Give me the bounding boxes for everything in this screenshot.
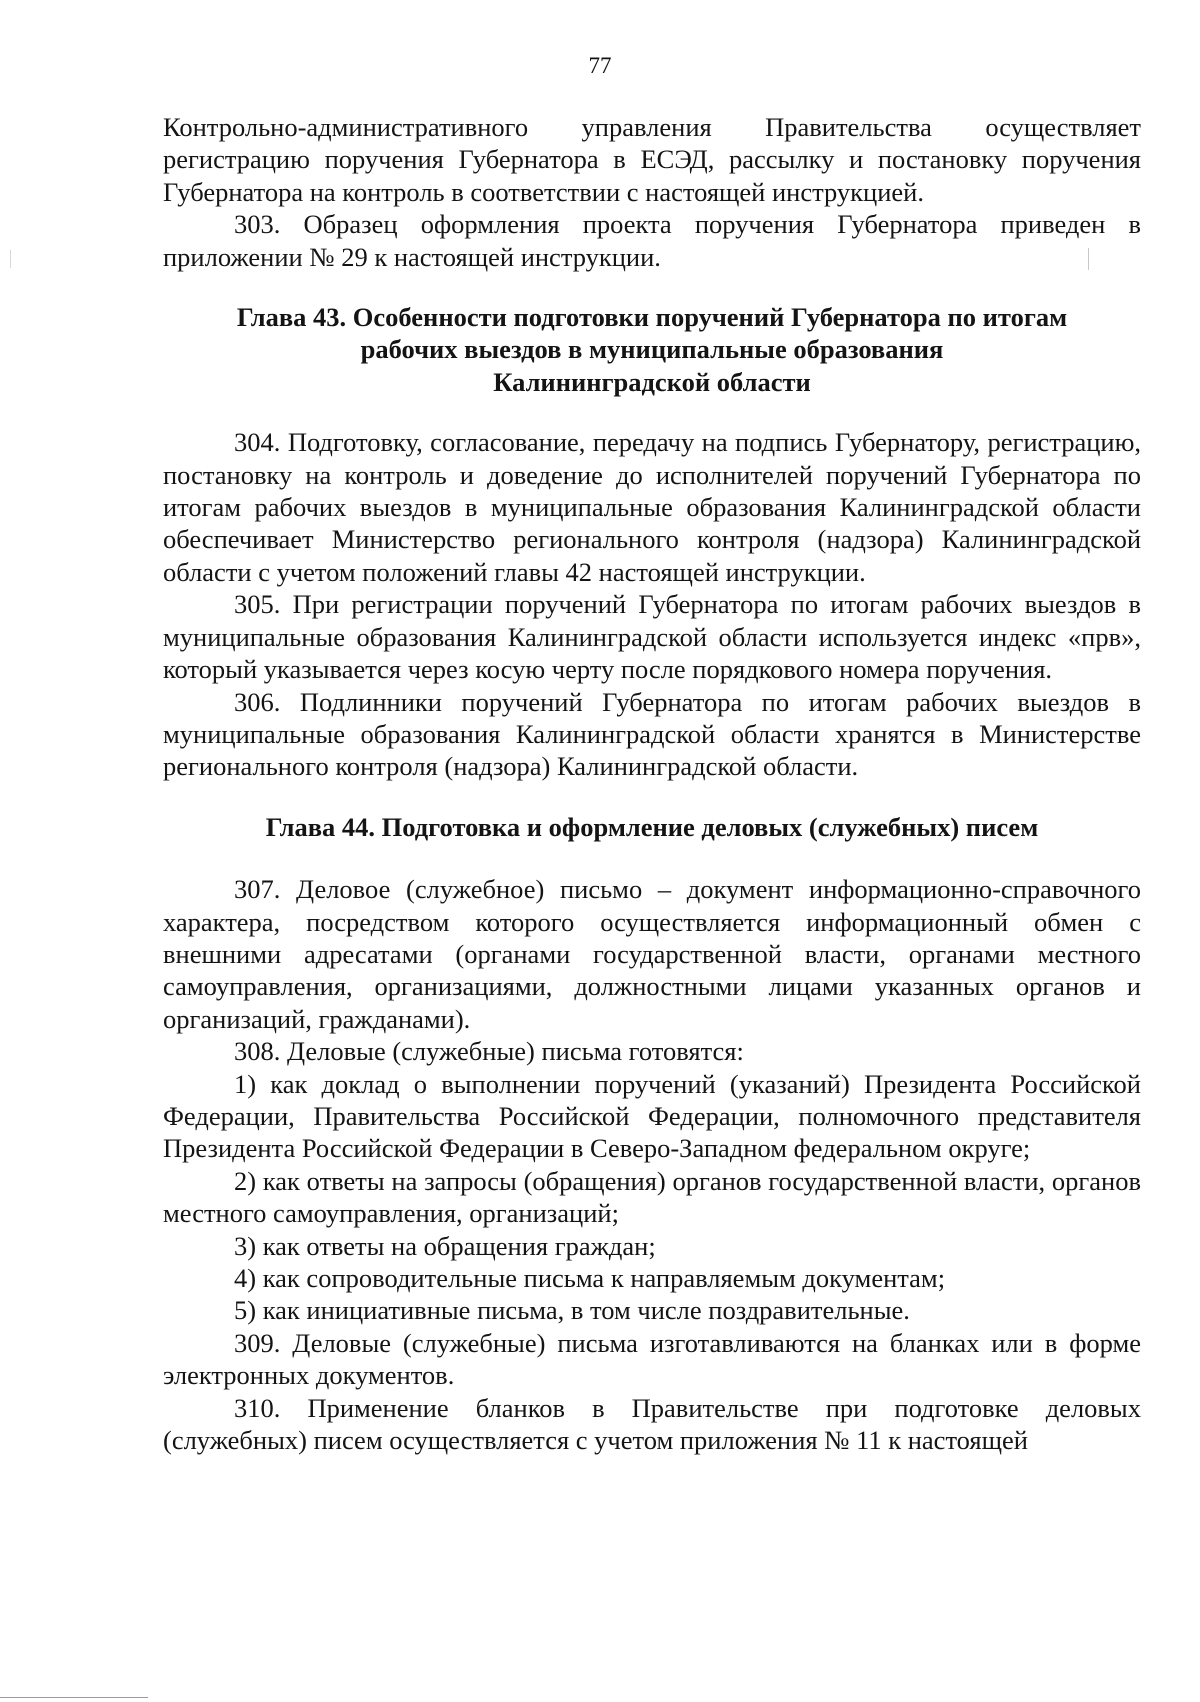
list-item-308-1: 1) как доклад о выполнении поручений (указаний) Президента Российской Федерации, Правительства Российской Федерации, полномочного представителя Президента Российской Федерации в Северо-Западном федеральном округе; — [163, 1068, 1141, 1164]
scan-artifact-left — [10, 250, 11, 268]
document-body — [163, 111, 1141, 1456]
chapter-44-heading: Глава 44. Подготовка и оформление деловых (служебных) писем — [265, 811, 1039, 842]
paragraph-303: 303. Образец оформления проекта поручения Губернатора приведен в приложении № 29 к настоящей инструкции. — [163, 209, 1141, 272]
chapter-43-heading-line-1: Глава 43. Особенности подготовки поручений Губернатора по итогам — [236, 302, 1068, 333]
list-item-308-2: 2) как ответы на запросы (обращения) органов государственной власти, органов местного самоуправления, организаций; — [163, 1165, 1141, 1229]
list-item-308-3: 3) как ответы на обращения граждан; — [234, 1230, 656, 1261]
chapter-43-heading-line-2: рабочих выездов в муниципальные образования — [360, 334, 944, 365]
paragraph-309: 309. Деловые (служебные) письма изготавливаются на бланках или в форме электронных документов. — [163, 1327, 1141, 1391]
list-item-308-4: 4) как сопроводительные письма к направляемым документам; — [234, 1263, 946, 1293]
paragraph-continuation: Контрольно-административного управления Правительства осуществляет регистрацию поручения Губернатора в ЕСЭД, рассылку и постановку поручения Губернатора на контроль в соответствии с настоящей инструкцией. — [163, 112, 1141, 207]
page-number: 77 — [588, 53, 612, 78]
paragraph-306: 306. Подлинники поручений Губернатора по итогам рабочих выездов в муниципальные образования Калининградской области хранятся в Министерстве регионального контроля (надзора) Калининградской области. — [163, 686, 1141, 782]
paragraph-305: 305. При регистрации поручений Губернатора по итогам рабочих выездов в муниципальные образования Калининградской области используется индекс «прв», который указывается через косую черту после порядкового номера поручения. — [163, 589, 1141, 685]
paragraph-304: 304. Подготовку, согласование, передачу на подпись Губернатору, регистрацию, постановку на контроль и доведение до исполнителей поручений Губернатора по итогам рабочих выездов в муниципальные образования Калининградской области обеспечивает Министерство регионального контроля (надзора) Калининградской области с учетом положений главы 42 настоящей инструкции. — [163, 427, 1141, 587]
chapter-43-heading-line-3: Калининградской области — [493, 366, 811, 397]
chapter-43-heading — [163, 301, 1141, 398]
list-item-308-5: 5) как инициативные письма, в том числе поздравительные. — [234, 1295, 910, 1326]
paragraph-307: 307. Деловое (служебное) письмо – документ информационно-справочного характера, посредством которого осуществляется информационный обмен с внешними адресатами (органами государственной власти, органами местного самоуправления, организациями, должностными лицами указанных органов и организаций, гражданами). — [163, 874, 1141, 1034]
paragraph-308: 308. Деловые (служебные) письма готовятся: — [234, 1036, 744, 1067]
paragraph-310: 310. Применение бланков в Правительстве при подготовке деловых (служебных) писем осуществляется с учетом приложения № 11 к настоящей — [163, 1392, 1141, 1456]
scan-edge-line — [0, 1697, 148, 1698]
